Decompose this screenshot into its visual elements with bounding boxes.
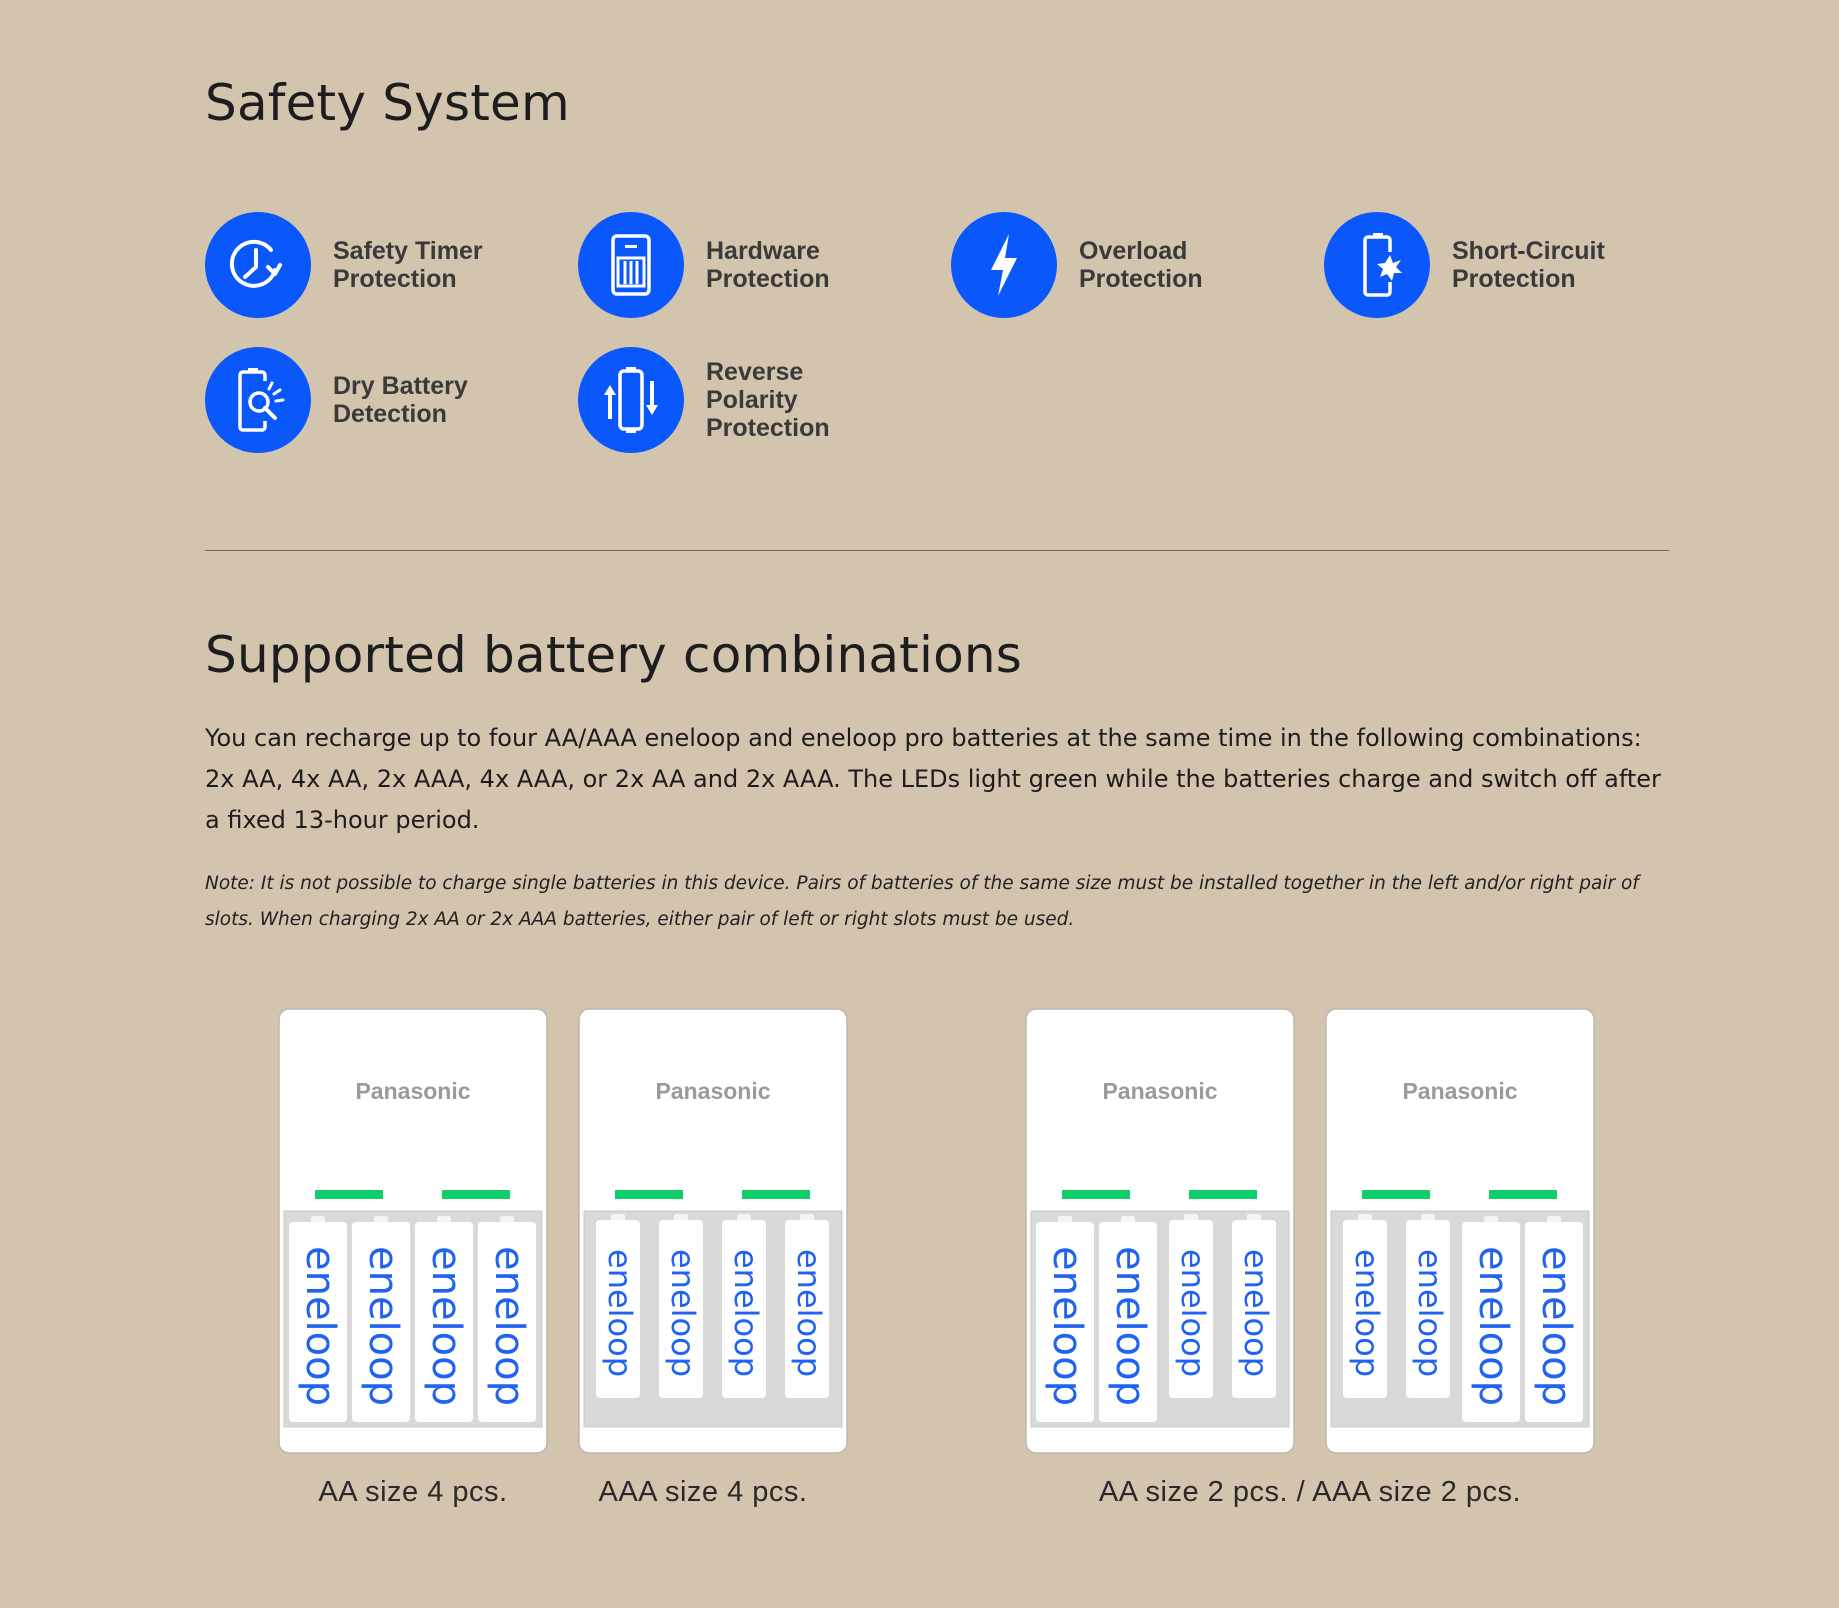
aa-battery	[289, 1216, 347, 1422]
battery-label: eneloop	[1411, 1248, 1449, 1378]
aaa-battery	[785, 1214, 829, 1398]
brand-logo: Panasonic	[355, 1078, 471, 1104]
aa-battery	[1099, 1216, 1157, 1422]
caption-aa-4: AA size 4 pcs.	[318, 1476, 508, 1508]
charger-aaa2-aa2	[1325, 1008, 1595, 1454]
battery-label: eneloop	[664, 1248, 702, 1378]
led-indicator	[442, 1190, 510, 1199]
battery-label: eneloop	[1174, 1248, 1212, 1378]
aaa-battery	[1169, 1214, 1213, 1398]
aa-battery	[1462, 1216, 1520, 1422]
aaa-battery	[722, 1214, 766, 1398]
aa-battery	[478, 1216, 536, 1422]
brand-logo: Panasonic	[655, 1078, 771, 1104]
combinations-note: Note: It is not possible to charge single batteries in this device. Pairs of batteries of the same size must be installed together in the left and/or right pair of slots. When charging 2x AA or 2x AAA batteries, either pair of left or right slots must be used.	[205, 873, 1639, 930]
led-indicator	[1189, 1190, 1257, 1199]
battery-cell-icon	[578, 212, 684, 318]
feature-safety-timer	[205, 212, 533, 318]
battery-label: eneloop	[1348, 1248, 1386, 1378]
safety-system-heading: Safety System	[205, 74, 570, 132]
led-indicator	[1489, 1190, 1557, 1199]
battery-label: eneloop	[1237, 1248, 1275, 1378]
aa-battery	[415, 1216, 473, 1422]
combinations-description: You can recharge up to four AA/AAA eneloop and eneloop pro batteries at the same time in the following combinations: 2x AA, 4x AA, 2x AAA, 4x AAA, or 2x AA and 2x AAA. The LEDs light green while the batteries charge and switch off after a fixed 13-hour period.	[205, 724, 1661, 834]
feature-dry-battery	[205, 347, 533, 453]
battery-label: eneloop	[601, 1248, 639, 1378]
section-divider	[205, 550, 1669, 551]
battery-label: eneloop	[1533, 1245, 1579, 1407]
clock-icon	[205, 212, 311, 318]
reverse-polarity-icon	[578, 347, 684, 453]
battery-label: eneloop	[1470, 1245, 1516, 1407]
brand-logo: Panasonic	[1402, 1078, 1518, 1104]
battery-spark-icon	[1324, 212, 1430, 318]
charger-aa-4	[278, 1008, 548, 1454]
charger-aa2-aaa2	[1025, 1008, 1295, 1454]
aaa-battery	[1406, 1214, 1450, 1398]
caption-mixed: AA size 2 pcs. / AAA size 2 pcs.	[1098, 1476, 1522, 1508]
battery-label: eneloop	[790, 1248, 828, 1378]
battery-label: eneloop	[486, 1245, 532, 1407]
feature-label: Overload Protection	[1079, 237, 1203, 293]
supported-combinations-heading: Supported battery combinations	[205, 626, 1023, 684]
feature-overload	[951, 212, 1279, 318]
feature-label: Dry Battery Detection	[333, 372, 468, 428]
led-indicator	[1362, 1190, 1430, 1199]
aa-battery	[352, 1216, 410, 1422]
aa-battery	[1525, 1216, 1583, 1422]
aaa-battery	[596, 1214, 640, 1398]
feature-hardware	[578, 212, 906, 318]
led-indicator	[615, 1190, 683, 1199]
feature-label: Hardware Protection	[706, 237, 830, 293]
battery-label: eneloop	[727, 1248, 765, 1378]
battery-label: eneloop	[1107, 1245, 1153, 1407]
battery-magnifier-icon	[205, 347, 311, 453]
charger-aaa-4	[578, 1008, 848, 1454]
led-indicator	[1062, 1190, 1130, 1199]
feature-label: Short-Circuit Protection	[1452, 237, 1605, 293]
led-indicator	[742, 1190, 810, 1199]
battery-label: eneloop	[1044, 1245, 1090, 1407]
feature-label: Reverse Polarity Protection	[706, 358, 830, 442]
battery-label: eneloop	[423, 1245, 469, 1407]
feature-short-circuit	[1324, 212, 1652, 318]
aaa-battery	[1232, 1214, 1276, 1398]
aaa-battery	[1343, 1214, 1387, 1398]
battery-label: eneloop	[297, 1245, 343, 1407]
feature-label: Safety Timer Protection	[333, 237, 483, 293]
aaa-battery	[659, 1214, 703, 1398]
lightning-bolt-icon	[951, 212, 1057, 318]
caption-aaa-4: AAA size 4 pcs.	[598, 1476, 808, 1508]
battery-label: eneloop	[360, 1245, 406, 1407]
feature-reverse-polarity	[578, 347, 906, 453]
led-indicator	[315, 1190, 383, 1199]
brand-logo: Panasonic	[1102, 1078, 1218, 1104]
aa-battery	[1036, 1216, 1094, 1422]
